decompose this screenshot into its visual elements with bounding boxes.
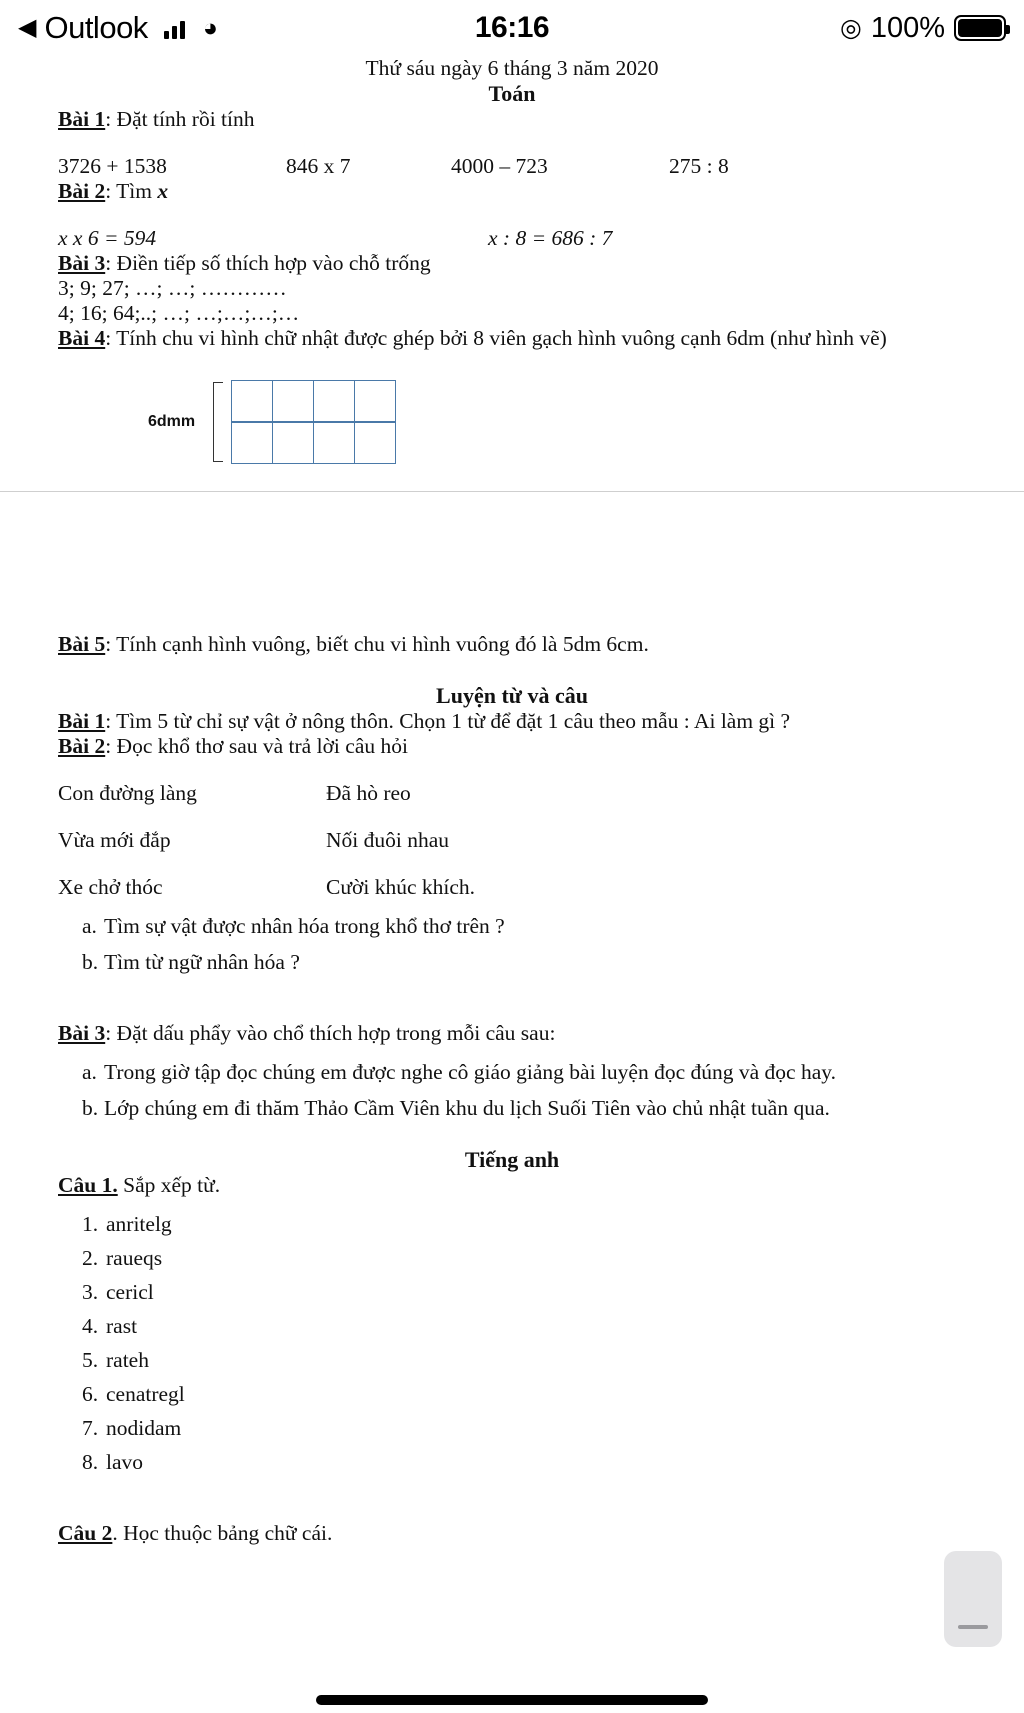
list-marker: 1. xyxy=(82,1212,99,1236)
subject-heading-english: Tiếng anh xyxy=(464,1147,560,1172)
grid-cell xyxy=(354,421,396,463)
en-cau1-text: Sắp xếp từ. xyxy=(117,1173,221,1197)
list-item xyxy=(58,1314,966,1339)
math-bai1-items xyxy=(58,154,966,179)
poem-line-right: Nối đuôi nhau xyxy=(326,828,450,852)
list-marker: 4. xyxy=(82,1314,99,1338)
poem-row xyxy=(58,781,966,806)
math-bai3-text: : Điền tiếp số thích hợp vào chỗ trống xyxy=(105,251,431,275)
math-bai1-text: : Đặt tính rồi tính xyxy=(105,107,255,131)
document-body-page2 xyxy=(0,632,1024,1546)
math-bai4-text: : Tính chu vi hình chữ nhật được ghép bởi 8 viên gạch hình vuông cạnh 6dm (như hình vẽ) xyxy=(105,326,887,350)
poem-line-right: Cười khúc khích. xyxy=(326,875,476,899)
vn-bai1-label: Bài 1 xyxy=(58,709,106,733)
math-bai3-label: Bài 3 xyxy=(58,251,106,275)
side-button-handle-icon xyxy=(958,1625,988,1629)
math-bai1-item-2: 846 x 7 xyxy=(286,154,351,178)
document-body xyxy=(0,56,1024,463)
list-marker: 5. xyxy=(82,1348,99,1372)
math-bai2-variable: x xyxy=(157,179,169,203)
vn-bai3-subquestions xyxy=(58,1060,966,1121)
list-item xyxy=(58,1212,966,1237)
list-item xyxy=(58,1450,966,1475)
list-text: nodidam xyxy=(106,1416,182,1440)
list-text: Trong giờ tập đọc chúng em được nghe cô giáo giảng bài luyện đọc đúng và đọc hay. xyxy=(104,1060,836,1084)
figure-dimension-label: 6dmm xyxy=(148,413,196,430)
list-item xyxy=(58,1280,966,1305)
list-marker: 7. xyxy=(82,1416,99,1440)
vn-bai1-text: : Tìm 5 từ chỉ sự vật ở nông thôn. Chọn 1 từ để đặt 1 câu theo mẫu : Ai làm gì ? xyxy=(105,709,791,733)
math-bai1-item-1: 3726 + 1538 xyxy=(58,154,167,178)
list-marker: b. xyxy=(82,1096,99,1120)
math-bai4-label: Bài 4 xyxy=(58,326,106,350)
grid-cell xyxy=(313,380,355,422)
list-text: Tìm sự vật được nhân hóa trong khổ thơ trên ? xyxy=(104,914,505,938)
math-bai2-item-2: x : 8 = 686 : 7 xyxy=(488,226,613,250)
subject-heading-vietnamese: Luyện từ và câu xyxy=(436,683,588,708)
list-marker: 2. xyxy=(82,1246,99,1270)
vn-bai2-label: Bài 2 xyxy=(58,734,106,758)
poem-block xyxy=(58,781,966,900)
math-bai4-heading xyxy=(58,326,966,351)
grid-cell xyxy=(354,380,396,422)
location-arrow-icon: ◎ xyxy=(840,14,862,42)
vn-bai2-text: : Đọc khổ thơ sau và trả lời câu hỏi xyxy=(105,734,408,758)
figure-tile-grid xyxy=(231,381,395,463)
list-marker: a. xyxy=(82,1060,97,1084)
clock-time: 16:16 xyxy=(474,11,550,44)
math-bai2-heading xyxy=(58,179,966,204)
math-bai5-heading xyxy=(58,632,966,657)
en-cau2-label: Câu 2 xyxy=(58,1521,113,1545)
poem-line-left: Xe chở thóc xyxy=(58,875,163,899)
list-text: Lớp chúng em đi thăm Thảo Cầm Viên khu du lịch Suối Tiên vào chủ nhật tuần qua. xyxy=(104,1096,830,1120)
math-bai2-text: : Tìm xyxy=(105,179,152,203)
math-bai5-label: Bài 5 xyxy=(58,632,106,656)
math-bai4-figure xyxy=(58,381,966,463)
grid-cell xyxy=(231,380,273,422)
list-item xyxy=(58,1096,966,1121)
returning-app-label[interactable]: Outlook xyxy=(44,10,148,45)
home-indicator[interactable] xyxy=(316,1695,708,1705)
back-arrow-icon[interactable]: ◀ xyxy=(18,14,37,41)
list-marker: b. xyxy=(82,950,99,974)
subject-heading-math: Toán xyxy=(488,81,536,106)
math-bai2-item-1: x x 6 = 594 xyxy=(58,226,157,250)
grid-cell xyxy=(272,421,314,463)
list-text: rast xyxy=(106,1314,138,1338)
list-item xyxy=(58,950,966,975)
grid-cell xyxy=(313,421,355,463)
poem-line-left: Con đường làng xyxy=(58,781,197,805)
list-item xyxy=(58,1246,966,1271)
vn-bai2-heading xyxy=(58,734,966,759)
grid-cell xyxy=(231,421,273,463)
floating-side-button[interactable] xyxy=(944,1551,1002,1647)
signal-bars-icon xyxy=(164,17,185,39)
math-bai1-label: Bài 1 xyxy=(58,107,106,131)
list-item xyxy=(58,1416,966,1441)
vn-bai1-heading xyxy=(58,709,966,734)
math-bai5-text: : Tính cạnh hình vuông, biết chu vi hình vuông đó là 5dm 6cm. xyxy=(105,632,649,656)
en-cau2-text: . Học thuộc bảng chữ cái. xyxy=(112,1521,333,1545)
status-bar-right xyxy=(840,12,1006,45)
battery-percent-label: 100% xyxy=(870,11,945,44)
math-bai1-item-3: 4000 – 723 xyxy=(451,154,548,178)
en-word-list xyxy=(58,1212,966,1475)
list-item xyxy=(58,914,966,939)
list-marker: 8. xyxy=(82,1450,99,1474)
poem-row xyxy=(58,828,966,853)
list-marker: 3. xyxy=(82,1280,99,1304)
poem-row xyxy=(58,875,966,900)
math-bai1-item-4: 275 : 8 xyxy=(669,154,729,178)
list-text: rateh xyxy=(106,1348,149,1372)
math-bai3-sequence-1: 3; 9; 27; …; …; ………… xyxy=(58,276,287,300)
math-bai3-sequence-2: 4; 16; 64;..; …; …;…;…;… xyxy=(58,301,300,325)
math-bai3-heading xyxy=(58,251,966,276)
document-date: Thứ sáu ngày 6 tháng 3 năm 2020 xyxy=(365,56,659,80)
poem-line-right: Đã hò reo xyxy=(326,781,411,805)
en-cau1-label: Câu 1. xyxy=(58,1173,118,1197)
list-item xyxy=(58,1348,966,1373)
list-marker: a. xyxy=(82,914,97,938)
status-bar xyxy=(0,0,1024,56)
list-text: cericl xyxy=(106,1280,154,1304)
figure-brace-icon xyxy=(213,382,223,462)
list-text: lavo xyxy=(106,1450,144,1474)
page-break-gap xyxy=(0,492,1024,632)
list-item xyxy=(58,1382,966,1407)
list-marker: 6. xyxy=(82,1382,99,1406)
poem-line-left: Vừa mới đắp xyxy=(58,828,171,852)
math-bai2-items xyxy=(58,226,966,251)
list-text: raueqs xyxy=(106,1246,163,1270)
grid-cell xyxy=(272,380,314,422)
vn-bai2-subquestions xyxy=(58,914,966,975)
vn-bai3-label: Bài 3 xyxy=(58,1021,106,1045)
wifi-icon: ◕ xyxy=(202,13,218,42)
en-cau2-heading xyxy=(58,1521,966,1546)
vn-bai3-text: : Đặt dấu phẩy vào chổ thích hợp trong mỗi câu sau: xyxy=(105,1021,556,1045)
status-bar-left[interactable] xyxy=(18,10,218,46)
list-text: Tìm từ ngữ nhân hóa ? xyxy=(104,950,300,974)
math-bai2-label: Bài 2 xyxy=(58,179,106,203)
list-text: anritelg xyxy=(106,1212,172,1236)
list-item xyxy=(58,1060,966,1085)
math-bai1-heading xyxy=(58,107,966,132)
list-text: cenatregl xyxy=(106,1382,185,1406)
battery-full-icon xyxy=(954,15,1006,41)
vn-bai3-heading xyxy=(58,1021,966,1046)
en-cau1-heading xyxy=(58,1173,966,1198)
